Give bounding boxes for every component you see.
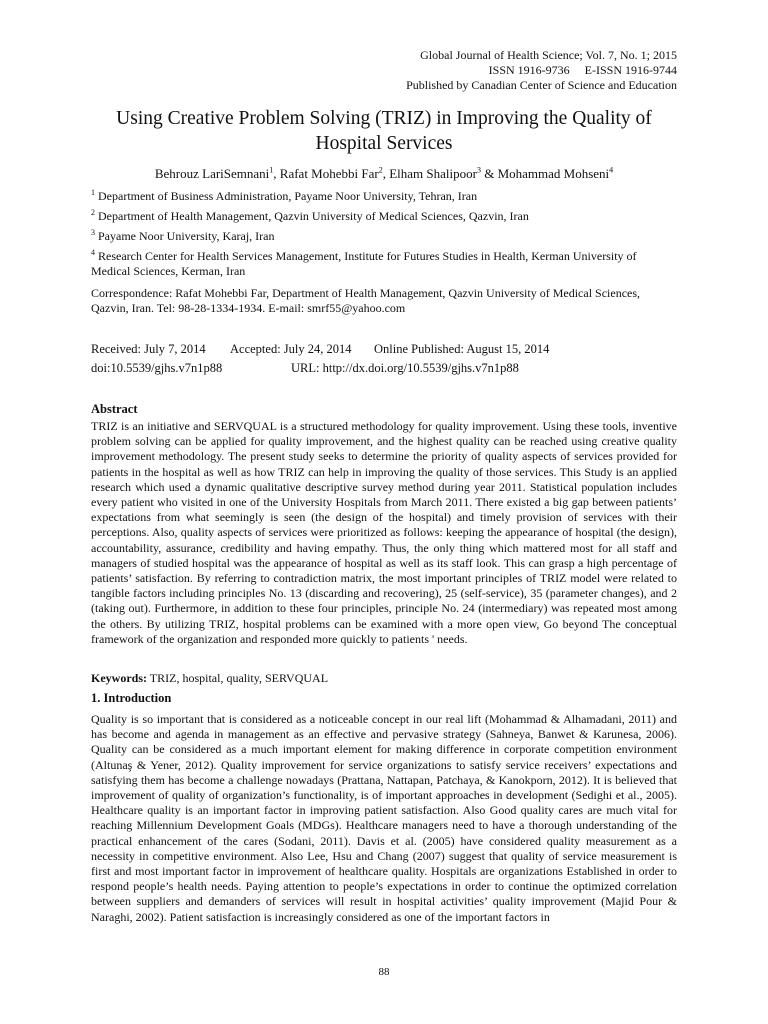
affiliation-number: 1 — [91, 188, 95, 197]
author-list — [91, 166, 677, 182]
author-separator: & — [480, 166, 498, 181]
affiliation-number: 3 — [91, 228, 95, 237]
keywords — [91, 671, 328, 686]
affiliation-2 — [91, 209, 677, 224]
abstract-heading: Abstract — [91, 402, 138, 416]
introduction-text: Quality is so important that is considered as a noticeable concept in our real lift (Mohammad & Alhamadani, 2011) and has become and agenda in management as an effective and pervasive strategy (Sahneya, Banwet & Karunesa, 2006). Quality can be considered as a much important element for making difference in corporate competition environment (Altunaş & Yener, 2012). Quality improvement for service organizations to satisfy service receivers’ expectations and satisfying them has become a challenge nowadays (Prattana, Nattapan, Patchaya, & Kanokporn, 2012). It is believed that improvement of quality of organization’s functionality, is of important approaches in development (Sedighi et al., 2005). Healthcare quality is an important factor in improving patient satisfaction. Also Good quality cares are much vital for reaching Millennium Development Goals (MDGs). Healthcare managers need to have a thorough understanding of the practical enhancement of the cares (Sodani, 2011). Davis et al. (2005) have considered quality measurement as a necessity in competitive environment. Also Lee, Hsu and Chang (2007) suggest that quality of service measurement is first and most important factor in improvement of healthcare quality. Hospitals are organizations Established in order to respond people’s health needs. Paying attention to people’s expectations in order to continue the optimized correlation between suppliers and demanders of services will result in hospital activities’ quality improvement (Majid Pour & Naraghi, 2002). Patient satisfaction is increasingly considered as one of the important factors in — [91, 712, 677, 924]
paper-title: Using Creative Problem Solving (TRIZ) in Improving the Quality of Hospital Services — [116, 108, 652, 154]
page-number: 88 — [378, 966, 390, 978]
affiliation-text: Payame Noor University, Karaj, Iran — [98, 229, 275, 243]
keywords-text: TRIZ, hospital, quality, SERVQUAL — [147, 671, 329, 685]
affiliation-number: 4 — [91, 248, 95, 257]
journal-header — [406, 48, 677, 93]
author-separator: , — [273, 166, 280, 181]
published-date: Online Published: August 15, 2014 — [374, 342, 550, 356]
journal-citation: Global Journal of Health Science; Vol. 7, No. 1; 2015 — [420, 48, 677, 62]
author-affiliation-mark: 4 — [609, 165, 614, 175]
affiliation-number: 2 — [91, 208, 95, 217]
author-affiliation-mark: 3 — [476, 165, 481, 175]
journal-issn: ISSN 1916-9736 E-ISSN 1916-9744 — [488, 63, 677, 77]
affiliation-text: Department of Business Administration, Payame Noor University, Tehran, Iran — [98, 189, 478, 203]
doi[interactable]: doi:10.5539/gjhs.v7n1p88 — [91, 361, 223, 375]
keywords-label: Keywords: — [91, 671, 147, 685]
article-url[interactable]: URL: http://dx.doi.org/10.5539/gjhs.v7n1p88 — [291, 361, 519, 375]
author-name: Elham Shalipoor — [389, 166, 477, 181]
author-affiliation-mark: 2 — [378, 165, 383, 175]
affiliation-3 — [91, 229, 677, 244]
author-separator: , — [382, 166, 390, 181]
author-name: Mohammad Mohseni — [497, 166, 610, 181]
affiliation-text: Department of Health Management, Qazvin University of Medical Sciences, Qazvin, Iran — [98, 209, 529, 223]
received-date: Received: July 7, 2014 — [91, 342, 206, 356]
accepted-date: Accepted: July 24, 2014 — [230, 342, 352, 356]
author-name: Behrouz LariSemnani — [154, 166, 270, 181]
abstract-text: TRIZ is an initiative and SERVQUAL is a structured methodology for quality improvement. Using these tools, inventive problem solving can be applied for quality improvement, and the highest quality can be reached using creative quality improvement methodology. The present study seeks to determine the priority of quality aspects of services provided for patients in the hospital as well as how TRIZ can help in improving the quality of those services. This Study is an applied research which used a dynamic qualitative descriptive survey method during year 2011. Statistical population includes every patient who visited in one of the University Hospitals from March 2011. There existed a big gap between patients’ expectations from what seemingly is seen (the design of the hospital) and timely provision of services with their perceptions. Also, quality aspects of services were prioritized as follows: keeping the appearance of hospital (the design), accountability, assurance, credibility and having empathy. Thus, the only thing which mattered most for all staff and managers of studied hospital was the appearance of hospital as well as its staff look. This can grasp a high percentage of patients’ satisfaction. By referring to contradiction matrix, the most important principles of TRIZ model were related to tangible factors including principles No. 13 (discarding and recovering), 25 (self-service), 35 (parameter changes), and 2 (taking out). Furthermore, in addition to these four principles, principle No. 24 (intermediary) was repeated most among the others. By utilizing TRIZ, hospital problems can be examined with a more open view, Go beyond The conceptual framework of the organization and responded more quickly to patients ' needs. — [91, 419, 677, 646]
affiliation-4 — [91, 249, 677, 279]
affiliation-text: Research Center for Health Services Management, Institute for Futures Studies in Health, Kerman University of Medical Sciences, Kerman, Iran — [91, 249, 637, 278]
correspondence: Correspondence: Rafat Mohebbi Far, Department of Health Management, Qazvin University of Medical Sciences, Qazvin, Iran. Tel: 98-28-1334-1934. E-mail: smrf55@yahoo.com — [91, 286, 641, 315]
author-name: Rafat Mohebbi Far — [279, 166, 379, 181]
journal-publisher: Published by Canadian Center of Science and Education — [406, 78, 677, 92]
affiliation-1 — [91, 189, 677, 204]
introduction-heading: 1. Introduction — [91, 691, 172, 705]
author-affiliation-mark: 1 — [269, 165, 274, 175]
